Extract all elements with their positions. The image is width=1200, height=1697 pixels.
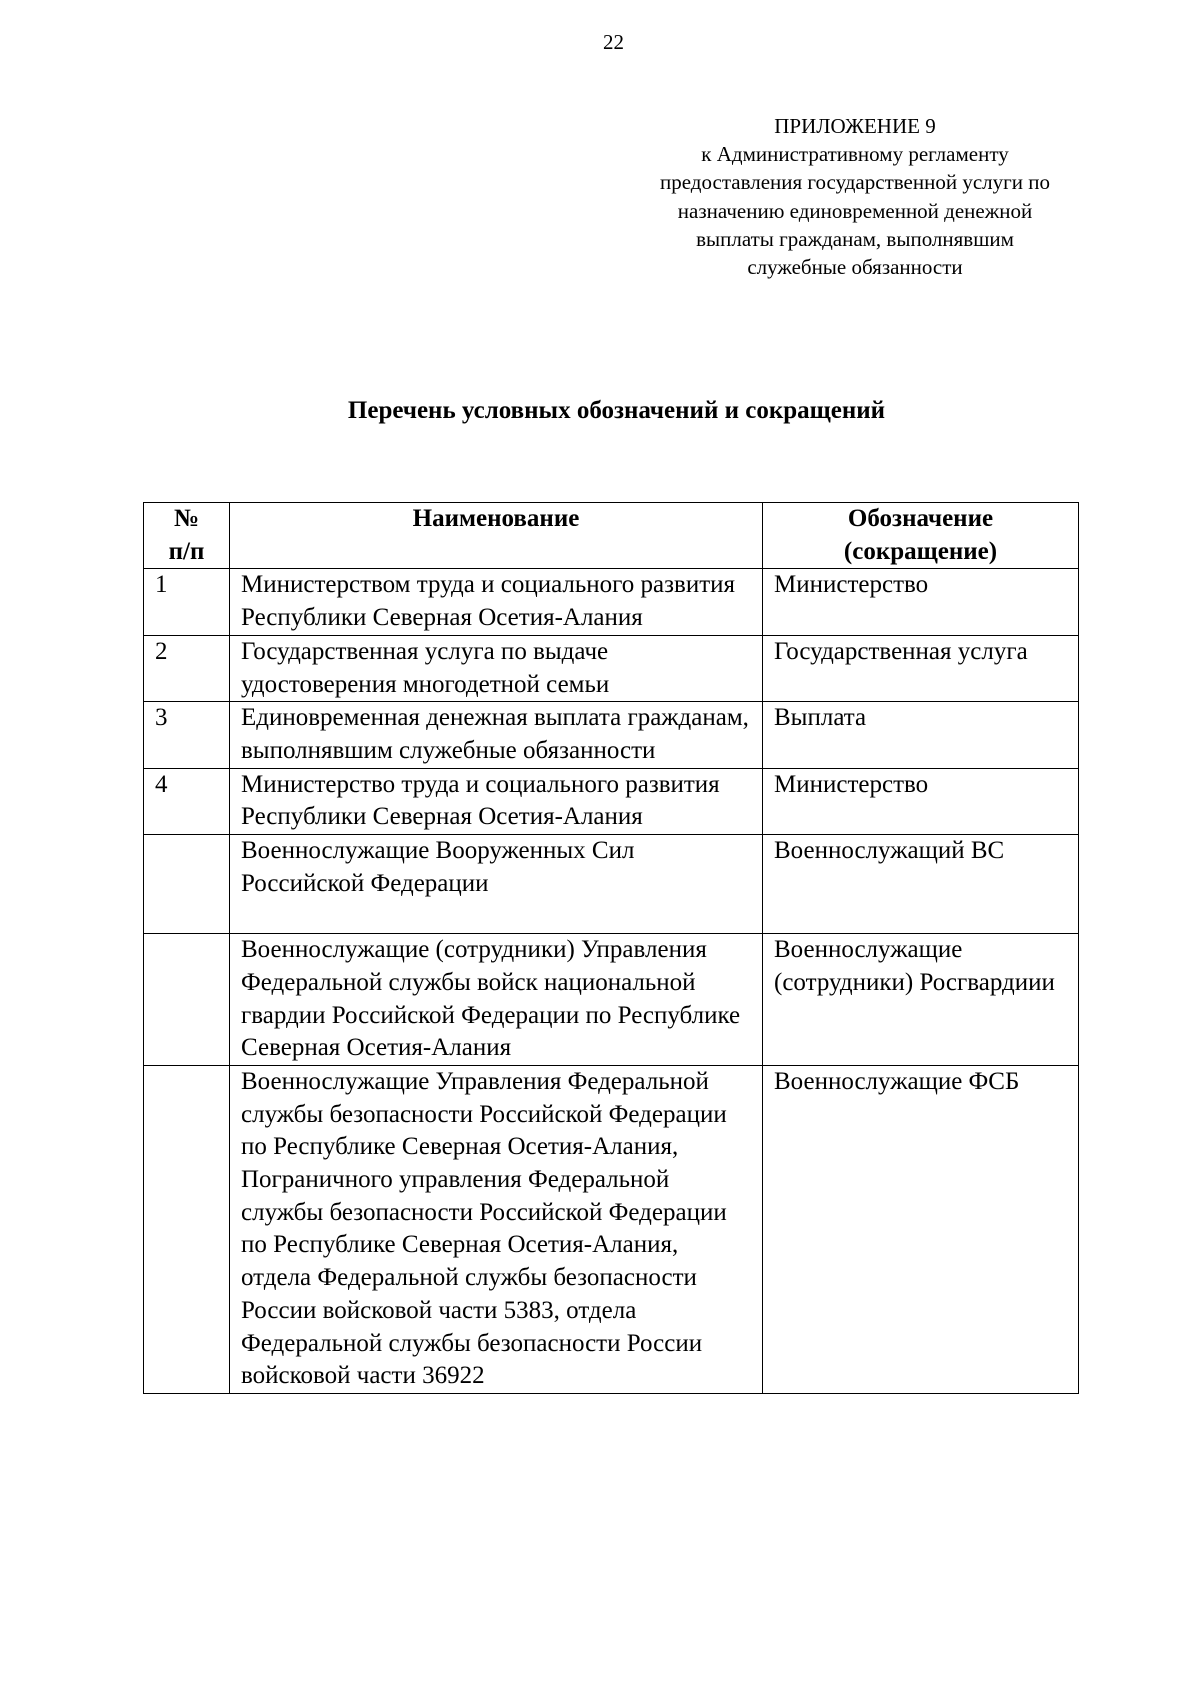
row-number: 4 — [144, 768, 230, 834]
table-row — [144, 702, 1079, 768]
row-name: Министерство труда и социального развития Республики Северная Осетия-Алания — [230, 768, 763, 834]
table-row — [144, 835, 1079, 934]
row-name: Военнослужащие (сотрудники) Управления Федеральной службы войск национальной гвардии Российской Федерации по Республике Северная Осетия-Алания — [230, 934, 763, 1066]
row-number — [144, 934, 230, 1066]
row-number: 2 — [144, 635, 230, 701]
row-spacer — [241, 900, 752, 933]
row-abbreviation: Военнослужащие ФСБ — [763, 1065, 1079, 1393]
header-number — [144, 503, 230, 569]
row-abbreviation: Военнослужащие (сотрудники) Росгвардиии — [763, 934, 1079, 1066]
header-name: Наименование — [230, 503, 763, 569]
row-name: Государственная услуга по выдаче удостоверения многодетной семьи — [230, 635, 763, 701]
table-header-row — [144, 503, 1079, 569]
header-abbreviation-line2: (сокращение) — [843, 537, 998, 565]
table-row — [144, 934, 1079, 1066]
header-abbreviation-line1: Обозначение — [847, 505, 994, 532]
table-row — [144, 569, 1079, 635]
row-abbreviation: Выплата — [763, 702, 1079, 768]
header-number-line2: п/п — [168, 537, 205, 565]
row-name: Военнослужащие Управления Федеральной службы безопасности Российской Федерации по Республике Северная Осетия-Алания, Пограничного управления Федеральной службы безопасности Российской Федерации по Республике Северная Осетия-Алания, отдела Федеральной службы безопасности России войсковой части 5383, отдела Федеральной службы безопасности России войсковой части 36922 — [230, 1065, 763, 1393]
row-abbreviation: Государственная услуга — [763, 635, 1079, 701]
row-name: Министерством труда и социального развития Республики Северная Осетия-Алания — [230, 569, 763, 635]
row-name: Военнослужащие Вооруженных Сил Российской Федерации — [241, 837, 635, 897]
row-number — [144, 835, 230, 934]
row-abbreviation: Военнослужащий ВС — [763, 835, 1079, 934]
page-number: 22 — [603, 30, 624, 54]
abbreviations-table — [143, 502, 1079, 1394]
appendix-line: служебные обязанности — [747, 255, 963, 280]
header-number-line1: № — [173, 505, 200, 532]
row-number — [144, 1065, 230, 1393]
row-number: 3 — [144, 702, 230, 768]
table-row — [144, 635, 1079, 701]
appendix-line: к Административному регламенту — [701, 142, 1009, 167]
row-number: 1 — [144, 569, 230, 635]
header-abbreviation — [763, 503, 1079, 569]
appendix-line: назначению единовременной денежной — [677, 198, 1033, 223]
row-abbreviation: Министерство — [763, 768, 1079, 834]
row-name-cell — [230, 835, 763, 934]
table-row — [144, 768, 1079, 834]
table-row — [144, 1065, 1079, 1393]
row-name: Единовременная денежная выплата гражданам, выполнявшим служебные обязанности — [230, 702, 763, 768]
appendix-line: ПРИЛОЖЕНИЕ 9 — [774, 114, 936, 138]
document-title: Перечень условных обозначений и сокращений — [347, 397, 886, 424]
appendix-line: предоставления государственной услуги по — [660, 170, 1050, 195]
appendix-line: выплаты гражданам, выполнявшим — [696, 226, 1014, 251]
row-abbreviation: Министерство — [763, 569, 1079, 635]
appendix-block — [610, 112, 1100, 281]
